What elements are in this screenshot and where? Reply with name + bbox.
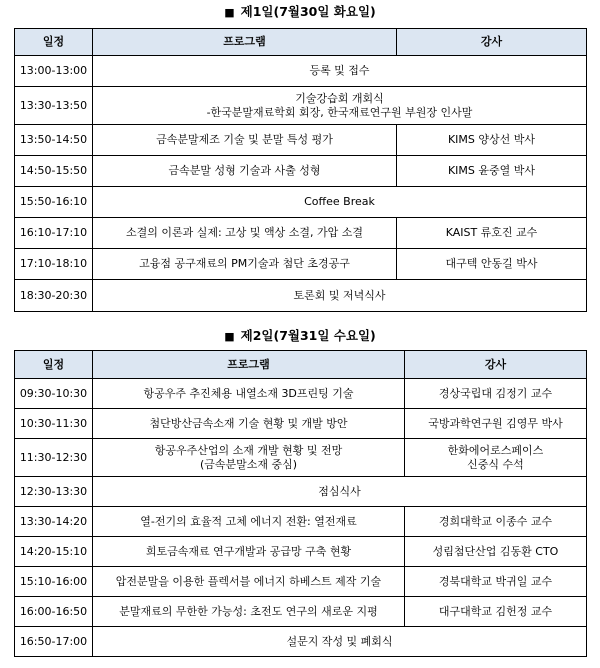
row-speaker: 대구대학교 김헌정 교수 [405, 597, 587, 627]
row-program: 소결의 이론과 실제: 고상 및 액상 소결, 가압 소결 [93, 218, 397, 249]
header-speaker: 강사 [397, 29, 587, 56]
table-row [15, 537, 587, 567]
day2-title-text: 제2일(7월31일 수요일) [240, 328, 376, 343]
row-program: 토론회 및 저녁식사 [93, 280, 587, 312]
table-row [15, 187, 587, 218]
row-speaker: 성림첨단산업 김동환 CTO [405, 537, 587, 567]
row-time: 15:10-16:00 [15, 567, 93, 597]
row-speaker: 경북대학교 박귀일 교수 [405, 567, 587, 597]
row-program: 첨단방산금속소재 기술 현황 및 개발 방안 [93, 409, 405, 439]
row-time: 14:50-15:50 [15, 156, 93, 187]
table-header-row [15, 351, 587, 379]
row-speaker: KAIST 류호진 교수 [397, 218, 587, 249]
row-time: 13:30-14:20 [15, 507, 93, 537]
day1-title [0, 4, 600, 21]
bullet-icon: ■ [224, 330, 235, 343]
row-program: 희토금속재료 연구개발과 공급망 구축 현황 [93, 537, 405, 567]
row-program: 분말재료의 무한한 가능성: 초전도 연구의 새로운 지평 [93, 597, 405, 627]
table-header-row [15, 29, 587, 56]
row-program: 항공우주 추진체용 내열소재 3D프린팅 기술 [93, 379, 405, 409]
row-program: 금속분말 성형 기술과 사출 성형 [93, 156, 397, 187]
program-line: 기술강습회 개회식 [295, 91, 384, 105]
row-program: 압전분말을 이용한 플렉서블 에너지 하베스트 제작 기술 [93, 567, 405, 597]
program-line: 항공우주산업의 소재 개발 현황 및 전망 [154, 443, 343, 457]
table-row [15, 439, 587, 477]
row-speaker: 국방과학연구원 김영무 박사 [405, 409, 587, 439]
header-time: 일정 [15, 351, 93, 379]
table-row [15, 597, 587, 627]
speaker-line: 신중식 수석 [467, 457, 524, 471]
row-time: 16:10-17:10 [15, 218, 93, 249]
header-program: 프로그램 [93, 351, 405, 379]
table-row [15, 280, 587, 312]
table-row [15, 379, 587, 409]
row-speaker: 경상국립대 김정기 교수 [405, 379, 587, 409]
bullet-icon: ■ [224, 6, 235, 19]
day2-schedule-table [14, 350, 587, 657]
table-row [15, 567, 587, 597]
row-time: 14:20-15:10 [15, 537, 93, 567]
row-time: 18:30-20:30 [15, 280, 93, 312]
row-time: 12:30-13:30 [15, 477, 93, 507]
program-line: -한국분말재료학회 회장, 한국재료연구원 부원장 인사말 [206, 105, 473, 119]
table-row [15, 56, 587, 87]
header-speaker: 강사 [405, 351, 587, 379]
header-time: 일정 [15, 29, 93, 56]
program-line: 등록 및 접수 [309, 64, 370, 77]
day1-title-text: 제1일(7월30일 화요일) [240, 4, 376, 19]
table-row [15, 125, 587, 156]
table-row [15, 156, 587, 187]
row-speaker: KIMS 양상선 박사 [397, 125, 587, 156]
table-row [15, 507, 587, 537]
row-program [93, 439, 405, 477]
table-row [15, 249, 587, 280]
row-program: 고융점 공구재료의 PM기술과 첨단 초경공구 [93, 249, 397, 280]
row-time: 13:00-13:00 [15, 56, 93, 87]
row-program: 설문지 작성 및 폐회식 [93, 627, 587, 657]
row-program: 점심식사 [93, 477, 587, 507]
row-program: Coffee Break [93, 187, 587, 218]
row-time: 13:30-13:50 [15, 87, 93, 125]
table-row [15, 87, 587, 125]
row-speaker [405, 439, 587, 477]
row-program [93, 56, 587, 87]
row-time: 11:30-12:30 [15, 439, 93, 477]
row-speaker: 경희대학교 이종수 교수 [405, 507, 587, 537]
speaker-line: 한화에어로스페이스 [447, 443, 544, 457]
table-row [15, 627, 587, 657]
row-time: 10:30-11:30 [15, 409, 93, 439]
table-row [15, 218, 587, 249]
table-row [15, 409, 587, 439]
row-speaker: KIMS 윤중열 박사 [397, 156, 587, 187]
day2-title [0, 328, 600, 345]
row-time: 16:50-17:00 [15, 627, 93, 657]
row-program [93, 87, 587, 125]
row-time: 15:50-16:10 [15, 187, 93, 218]
header-program: 프로그램 [93, 29, 397, 56]
table-row [15, 477, 587, 507]
program-line: (금속분말소재 중심) [199, 457, 298, 471]
day1-schedule-table [14, 28, 587, 312]
row-speaker: 대구텍 안동길 박사 [397, 249, 587, 280]
row-time: 13:50-14:50 [15, 125, 93, 156]
row-time: 09:30-10:30 [15, 379, 93, 409]
row-program: 열-전기의 효율적 고체 에너지 전환: 열전재료 [93, 507, 405, 537]
row-time: 16:00-16:50 [15, 597, 93, 627]
row-program: 금속분말제조 기술 및 분말 특성 평가 [93, 125, 397, 156]
row-time: 17:10-18:10 [15, 249, 93, 280]
